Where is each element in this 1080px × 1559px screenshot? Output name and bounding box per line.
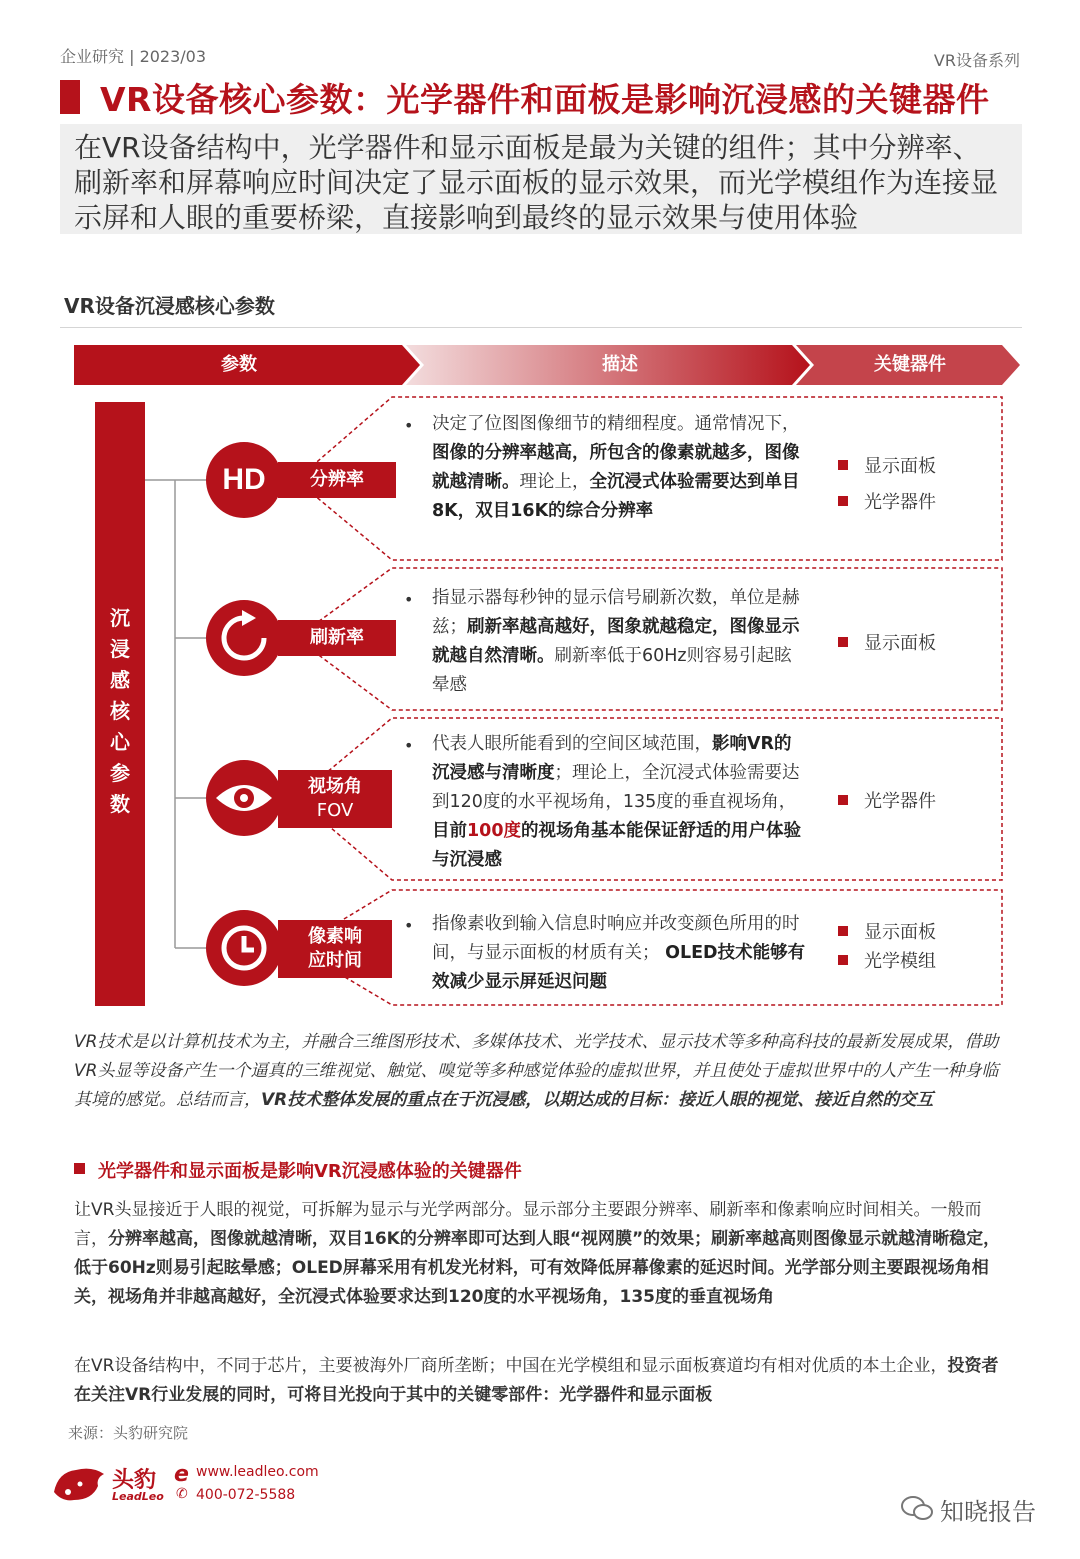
phone-icon: ✆ (176, 1486, 188, 1502)
sub-heading: 光学器件和显示面板是影响VR沉浸感体验的关键器件 (98, 1161, 522, 1182)
component-item: 光学模组 (838, 947, 936, 973)
header-col-desc: 描述 (602, 354, 638, 375)
vertical-char: 浸 (110, 637, 130, 661)
header-left: 企业研究 | 2023/03 (60, 47, 207, 66)
param-description: 决定了位图图像细节的精细程度。通常情况下，图像的分辨率越高，所包含的像素就越多，图像就越清晰。理论上，全沉浸式体验需要达到单目8K，双目16K的综合分辨率 (432, 414, 800, 521)
leopard-logo-icon (52, 1462, 108, 1504)
param-label-box (278, 770, 392, 828)
component-item: 显示面板 (838, 452, 936, 478)
footer-phone: 400-072-5588 (196, 1487, 296, 1503)
square-bullet-icon (838, 955, 848, 965)
bullet: • (404, 416, 414, 435)
refresh-icon (206, 600, 282, 676)
logo-text: 头豹 (112, 1468, 157, 1493)
component-item: 光学器件 (838, 488, 936, 514)
square-bullet-icon (838, 637, 848, 647)
param-description: 指像素收到输入信息时响应并改变颜色所用的时间，与显示面板的材质有关； OLED技术能够有效减少显示屏延迟问题 (432, 914, 806, 992)
vertical-char: 数 (110, 792, 130, 816)
param-label-box (278, 620, 396, 656)
vertical-char: 感 (110, 668, 130, 692)
clock-icon (206, 910, 282, 986)
component-item: 显示面板 (838, 629, 936, 655)
vertical-char: 心 (110, 730, 130, 754)
param-label-box (278, 920, 392, 978)
param-label-box (278, 462, 396, 498)
square-bullet-icon (838, 496, 848, 506)
vertical-char: 参 (110, 761, 130, 785)
eye-icon (206, 760, 282, 836)
header-col-components: 关键器件 (874, 354, 946, 375)
header-col-param: 参数 (221, 354, 257, 375)
section-title: VR设备沉浸感核心参数 (64, 294, 275, 318)
square-bullet-icon (838, 926, 848, 936)
vertical-char: 核 (110, 699, 130, 723)
param-label: FOV (316, 800, 354, 821)
summary-box: 在VR设备结构中，光学器件和显示面板是最为关键的组件；其中分辨率、刷新率和屏幕响应时间决定了显示面板的显示效果，而光学模组作为连接显示屏和人眼的重要桥梁，直接影响到最终的显示效果与使用体验 (60, 124, 1022, 234)
header-right: VR设备系列 (933, 51, 1020, 70)
square-bullet-icon (74, 1163, 85, 1174)
param-label: 分辨率 (310, 469, 364, 490)
body-paragraph: 让VR头显接近于人眼的视觉，可拆解为显示与光学两部分。显示部分主要跟分辨率、刷新率和像素响应时间相关。一般而言，分辨率越高，图像就越清晰，双目16K的分辨率即可达到人眼“视网膜”的效果；刷新率越高则图像显示就越清晰稳定，低于60Hz则易引起眩晕感；OLED屏幕采用有机发光材料，可有效降低屏幕像素的延迟时间。光学部分则主要跟视场角相关，视场角并非越高越好，全沉浸式体验要求达到120度的水平视场角，135度的垂直视场角 (74, 1200, 1001, 1307)
param-label: 应时间 (308, 950, 362, 971)
param-description: 指显示器每秒钟的显示信号刷新次数，单位是赫兹；刷新率越高越好，图象就越稳定，图像显示就越自然清晰。刷新率低于60Hz则容易引起眩晕感 (432, 588, 800, 695)
logo-subtext: LeadLeo (112, 1490, 164, 1503)
clock-icon-graphic (206, 910, 282, 986)
component-item: 光学器件 (838, 787, 936, 813)
body-paragraph: 在VR设备结构中，不同于芯片，主要被海外厂商所垄断；中国在光学模组和显示面板赛道均有相对优质的本土企业，投资者在关注VR行业发展的同时，可将目光投向于其中的关键零部件：光学器件和显示面板 (74, 1356, 999, 1405)
square-bullet-icon (838, 795, 848, 805)
component-item: 显示面板 (838, 918, 936, 944)
eye-icon-graphic (206, 760, 282, 836)
square-bullet-icon (838, 460, 848, 470)
hd-icon (206, 442, 282, 518)
param-label: 视场角 (308, 776, 362, 797)
param-label: 刷新率 (310, 627, 364, 648)
wechat-icon (900, 1494, 934, 1522)
divider (60, 327, 1022, 328)
title-accent-bar (60, 80, 80, 114)
param-label: 像素响 (308, 926, 362, 947)
footer-url[interactable]: www.leadleo.com (196, 1464, 319, 1480)
watermark-text: 知晓报告 (940, 1498, 1036, 1526)
bullet: • (404, 590, 414, 609)
hd-icon-text: HD (222, 463, 266, 496)
intro-paragraph: VR技术是以计算机技术为主，并融合三维图形技术、多媒体技术、光学技术、显示技术等多种高科技的最新发展成果，借助VR头显等设备产生一个逼真的三维视觉、触觉、嗅觉等多种感觉体验的虚拟世界，并且使处于虚拟世界中的人产生一种身临其境的感觉。总结而言，VR技术整体发展的重点在于沉浸感，以期达成的目标：接近人眼的视觉、接近自然的交互 (74, 1032, 999, 1110)
bullet: • (404, 916, 414, 935)
vertical-char: 沉 (110, 606, 130, 630)
refresh-icon-graphic (206, 600, 282, 676)
e-logo-icon: e (174, 1462, 189, 1487)
bullet: • (404, 736, 414, 755)
param-description: 代表人眼所能看到的空间区域范围，影响VR的沉浸感与清晰度；理论上，全沉浸式体验需要达到120度的水平视场角，135度的垂直视场角，目前100度的视场角基本能保证舒适的用户体验与沉浸感 (432, 734, 802, 870)
source-note: 来源：头豹研究院 (68, 1424, 189, 1442)
page-title: VR设备核心参数：光学器件和面板是影响沉浸感的关键器件 (100, 80, 990, 119)
